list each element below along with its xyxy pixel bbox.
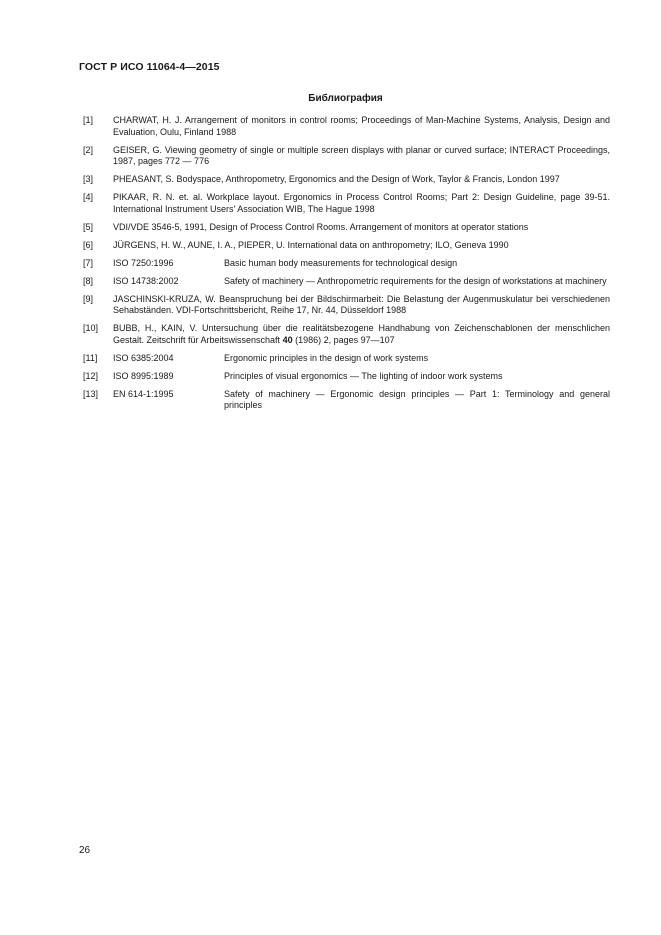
bibliography-list: [83, 115, 610, 418]
bib-entry: [83, 353, 610, 365]
bib-entry-number: [2]: [83, 144, 94, 155]
bibliography-title: Библиография: [308, 93, 383, 104]
bib-entry-standard-title: Safety of machinery — Ergonomic design principles — Part 1: Terminology and general principles: [224, 388, 610, 410]
bib-entry-standard-code: EN 614-1:1995: [113, 388, 174, 399]
bib-entry: [83, 145, 610, 168]
bib-entry: [83, 240, 610, 252]
bib-entry-text: PHEASANT, S. Bodyspace, Anthropometry, Ergonomics and the Design of Work, Taylor & Francis, London 1997: [113, 174, 560, 184]
bib-entry: [83, 389, 610, 412]
bib-entry: [83, 115, 610, 138]
bib-entry-number: [9]: [83, 293, 94, 304]
bib-entry-text: PIKAAR, R. N. et. al. Workplace layout. Ergonomics in Process Control Rooms; Part 2: Design Guideline, page 39-51. International Instrument Users' Association WIB, The Hague 1998: [113, 192, 610, 214]
document-id: ГОСТ Р ИСО 11064-4—2015: [79, 61, 220, 73]
bib-entry-text-part: BUBB, H., KAIN, V. Untersuchung über die realitätsbezogene Handhabung von Zeichenschablonen der menschlichen Gestalt. Zeitschrift für Arbeitswissenschaft: [113, 323, 610, 345]
bib-entry: [83, 294, 610, 317]
bib-entry-standard-code: ISO 6385:2004: [113, 352, 174, 363]
bib-entry: [83, 276, 610, 288]
bib-entry-number: [6]: [83, 239, 94, 250]
bib-entry: [83, 371, 610, 383]
bib-entry-number: [4]: [83, 192, 94, 202]
bib-entry-number: [3]: [83, 174, 94, 184]
bib-entry-text: [113, 323, 610, 346]
bib-entry-standard-title: Principles of visual ergonomics — The lighting of indoor work systems: [224, 370, 503, 381]
bib-entry-text: CHARWAT, H. J. Arrangement of monitors in control rooms; Proceedings of Man-Machine Systems, Analysis, Design and Evaluation, Oulu, Finland 1988: [113, 115, 610, 137]
page-number: 26: [79, 845, 91, 856]
bib-entry-number: [5]: [83, 221, 94, 232]
journal-volume: 40: [282, 334, 293, 345]
bib-entry: [83, 323, 610, 346]
bib-entry-number: [8]: [83, 275, 94, 286]
bib-entry-standard-code: ISO 7250:1996: [113, 257, 174, 268]
bib-entry-number: [12]: [83, 370, 99, 381]
bib-entry-text: JASCHINSKI-KRUZA, W. Beanspruchung bei der Bildschirmarbeit: Die Belastung der Augenmuskulatur bei verschiedenen Sehabständen. VDI-Fortschrittsbericht, Reihe 17, Nr. 44, Düsseldorf 1988: [113, 293, 610, 315]
bib-entry-standard-title: Basic human body measurements for technological design: [224, 257, 458, 268]
bib-entry-standard-code: ISO 14738:2002: [113, 275, 179, 286]
bib-entry-text: VDI/VDE 3546-5, 1991, Design of Process Control Rooms. Arrangement of monitors at operator stations: [113, 221, 529, 232]
bib-entry-number: [13]: [83, 388, 99, 399]
bib-entry-number: [7]: [83, 257, 94, 268]
bib-entry-number: [10]: [83, 323, 99, 333]
bib-entry: [83, 192, 610, 215]
bib-entry-text: GEISER, G. Viewing geometry of single or multiple screen displays with planar or curved surface; INTERACT Proceedings, 1987, pages 772 — 776: [113, 144, 610, 166]
bib-entry: [83, 174, 610, 186]
bib-entry-number: [11]: [83, 352, 98, 363]
bib-entry: [83, 222, 610, 234]
bib-entry-text-part: (1986) 2, pages 97—107: [292, 334, 395, 345]
bib-entry-standard-title: Ergonomic principles in the design of work systems: [224, 352, 429, 363]
bib-entry-number: [1]: [83, 115, 94, 125]
bib-entry: [83, 258, 610, 270]
bib-entry-standard-title: Safety of machinery — Anthropometric requirements for the design of workstations at machinery: [224, 275, 607, 286]
bib-entry-text: JÜRGENS, H. W., AUNE, I. A., PIEPER, U. International data on anthropometry; ILO, Geneva 1990: [113, 239, 509, 250]
bib-entry-standard-code: ISO 8995:1989: [113, 370, 174, 381]
